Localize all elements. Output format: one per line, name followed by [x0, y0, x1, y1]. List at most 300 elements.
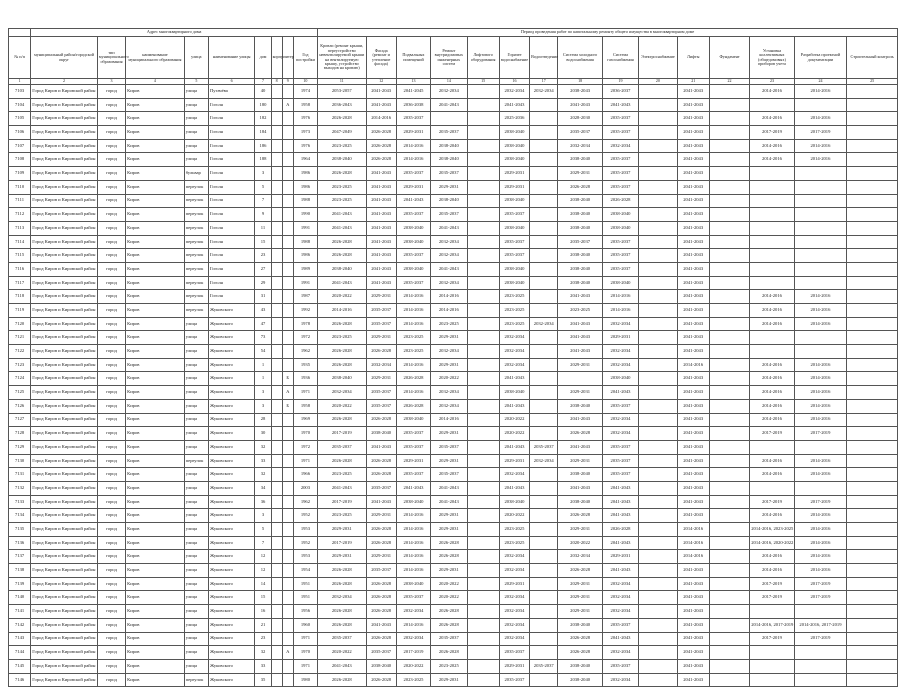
table-cell — [750, 167, 794, 181]
table-cell — [271, 317, 282, 331]
table-cell: Киров — [126, 153, 185, 167]
table-cell: Жуковского — [208, 304, 254, 318]
table-cell: Киров — [126, 249, 185, 263]
table-cell: 2029-2031 — [499, 180, 529, 194]
table-cell — [750, 481, 794, 495]
table-cell — [467, 276, 499, 290]
table-cell: 2038-2040 — [318, 372, 366, 386]
table-cell — [709, 262, 749, 276]
table-cell: 7115 — [9, 249, 31, 263]
table-row — [9, 564, 898, 578]
table-cell — [271, 249, 282, 263]
table-cell — [709, 646, 749, 660]
table-cell: 2032-2034 — [602, 673, 638, 687]
table-cell: 32 — [255, 468, 271, 482]
table-cell: 2041-2043 — [677, 167, 709, 181]
table-cell: 29 — [255, 276, 271, 290]
table-cell: Город Киров и Кировской район — [31, 481, 98, 495]
table-cell: 1991 — [293, 276, 317, 290]
table-cell — [271, 427, 282, 441]
table-row — [9, 139, 898, 153]
table-cell — [282, 536, 293, 550]
table-cell — [282, 550, 293, 564]
table-cell: 2041-2043 — [677, 632, 709, 646]
table-cell — [709, 454, 749, 468]
column-number: 2 — [31, 79, 98, 85]
table-cell: 2038-2040 — [499, 262, 529, 276]
table-cell: 7138 — [9, 564, 31, 578]
table-cell — [282, 427, 293, 441]
table-cell — [467, 454, 499, 468]
table-cell: 2014-2016 — [750, 413, 794, 427]
table-cell: город — [97, 331, 125, 345]
table-cell: 2041-2043 — [677, 577, 709, 591]
table-cell — [847, 249, 898, 263]
table-cell: 73 — [255, 331, 271, 345]
table-cell — [271, 112, 282, 126]
table-cell: Киров — [126, 605, 185, 619]
table-cell — [467, 194, 499, 208]
table-cell: Город Киров и Кировской район — [31, 523, 98, 537]
table-row — [9, 399, 898, 413]
table-cell: 2014-2016 — [750, 468, 794, 482]
table-cell: Киров — [126, 413, 185, 427]
table-cell — [530, 331, 558, 345]
group-periods-header: Период проведения работ по капитальному ремонту общего имущества в многоквартирном доме — [318, 29, 898, 37]
table-cell: 1960 — [293, 618, 317, 632]
table-cell: 2032-2034 — [602, 413, 638, 427]
table-cell — [467, 331, 499, 345]
table-cell: улица — [184, 440, 208, 454]
table-cell: Город Киров и Кировской район — [31, 112, 98, 126]
column-number: 23 — [750, 79, 794, 85]
table-cell — [282, 304, 293, 318]
table-cell: 12 — [255, 564, 271, 578]
table-cell — [794, 167, 847, 181]
table-cell — [750, 276, 794, 290]
table-cell: 7135 — [9, 523, 31, 537]
table-cell: 2029-2031 — [431, 331, 467, 345]
table-row — [9, 85, 898, 99]
table-cell: улица — [184, 536, 208, 550]
table-cell: Город Киров и Кировской район — [31, 98, 98, 112]
table-cell — [847, 413, 898, 427]
table-cell — [467, 85, 499, 99]
column-number: 1 — [9, 79, 31, 85]
table-cell: 2014-2016 — [794, 550, 847, 564]
table-cell: 2014-2016 — [794, 399, 847, 413]
table-cell — [271, 481, 282, 495]
table-cell: 2026-2028 — [396, 399, 430, 413]
column-header: Год постройки — [293, 37, 317, 79]
table-cell — [271, 386, 282, 400]
table-cell: 2038-2040 — [396, 235, 430, 249]
table-cell — [467, 262, 499, 276]
table-cell: 2026-2028 — [318, 577, 366, 591]
table-cell: 2029-2031 — [558, 591, 602, 605]
table-cell: улица — [184, 399, 208, 413]
table-cell: 2041-2043 — [499, 440, 529, 454]
table-cell: Киров — [126, 550, 185, 564]
table-cell: 2041-2043 — [602, 536, 638, 550]
table-cell: город — [97, 304, 125, 318]
table-cell: 2035-2037 — [499, 646, 529, 660]
table-cell: 7106 — [9, 126, 31, 140]
table-cell: 2017-2019 — [794, 495, 847, 509]
table-cell: 47 — [255, 317, 271, 331]
table-cell: 2041-2043 — [558, 331, 602, 345]
table-cell: 2038-2040 — [499, 276, 529, 290]
table-cell — [847, 358, 898, 372]
table-cell: 7112 — [9, 208, 31, 222]
table-cell — [750, 659, 794, 673]
table-cell: 2041-2043 — [431, 481, 467, 495]
table-cell: 2032-2034 — [602, 358, 638, 372]
table-cell — [467, 249, 499, 263]
table-cell: 23 — [255, 632, 271, 646]
table-cell: Город Киров и Кировской район — [31, 440, 98, 454]
table-cell: 2026-2028 — [558, 509, 602, 523]
table-cell: улица — [184, 153, 208, 167]
table-cell: 3 — [255, 509, 271, 523]
table-cell — [847, 454, 898, 468]
table-cell — [847, 399, 898, 413]
table-cell: Город Киров и Кировской район — [31, 413, 98, 427]
table-cell — [794, 646, 847, 660]
table-cell: 2026-2028 — [366, 345, 396, 359]
table-cell: 2014-2016 — [794, 139, 847, 153]
table-cell: 2026-2028 — [558, 427, 602, 441]
table-cell: Гоголя — [208, 180, 254, 194]
table-row — [9, 262, 898, 276]
table-cell: город — [97, 605, 125, 619]
column-header: Ремонт внутридомовых инженерных систем — [431, 37, 467, 79]
table-cell: 2017-2019 — [396, 646, 430, 660]
table-cell: 2035-2037 — [396, 249, 430, 263]
table-cell: 2032-2034 — [602, 591, 638, 605]
table-cell: 2032-2034 — [431, 386, 467, 400]
table-cell: 7134 — [9, 509, 31, 523]
table-cell: город — [97, 659, 125, 673]
table-row — [9, 509, 898, 523]
table-cell — [794, 331, 847, 345]
table-cell: 2029-2031 — [602, 550, 638, 564]
table-cell: 2038-2040 — [602, 372, 638, 386]
table-cell — [709, 304, 749, 318]
table-cell: 2038-2040 — [396, 221, 430, 235]
table-cell: 2026-2028 — [431, 605, 467, 619]
table-cell: 2029-2031 — [431, 564, 467, 578]
table-cell: 2038-2040 — [431, 153, 467, 167]
table-cell: 2026-2028 — [366, 523, 396, 537]
table-cell: Жуковского — [208, 427, 254, 441]
table-cell: Киров — [126, 659, 185, 673]
table-cell — [750, 646, 794, 660]
table-cell: 2041-2043 — [677, 468, 709, 482]
table-cell — [467, 481, 499, 495]
table-cell — [847, 208, 898, 222]
table-cell: 2038-2040 — [499, 153, 529, 167]
table-cell — [709, 468, 749, 482]
table-cell: 2041-2043 — [366, 221, 396, 235]
table-cell: 2032-2034 — [431, 345, 467, 359]
table-cell: 2014-2016 — [396, 509, 430, 523]
column-header: Лифты — [677, 37, 709, 79]
table-cell — [530, 632, 558, 646]
table-cell: 2038-2040 — [558, 399, 602, 413]
table-cell: 2014-2016 — [396, 317, 430, 331]
column-header: Разработка проектной документации — [794, 37, 847, 79]
table-cell: Киров — [126, 112, 185, 126]
table-cell — [467, 112, 499, 126]
table-cell — [271, 454, 282, 468]
table-cell: 2020-2022 — [318, 399, 366, 413]
table-cell: Город Киров и Кировской район — [31, 618, 98, 632]
table-cell: 2023-2025 — [558, 304, 602, 318]
table-cell: 7111 — [9, 194, 31, 208]
table-cell: 2041-2043 — [318, 659, 366, 673]
table-cell: 2038-2040 — [602, 208, 638, 222]
table-cell — [709, 605, 749, 619]
table-cell — [639, 331, 677, 345]
table-cell: переулок — [184, 454, 208, 468]
table-cell — [282, 345, 293, 359]
table-cell: 2014-2016 — [794, 112, 847, 126]
table-cell — [467, 646, 499, 660]
table-cell: 2029-2031 — [558, 386, 602, 400]
table-cell: 7105 — [9, 112, 31, 126]
table-cell — [639, 399, 677, 413]
group-address-header: Адрес многоквартирного дома — [31, 29, 318, 37]
table-cell: улица — [184, 139, 208, 153]
table-cell: 2041-2043 — [677, 208, 709, 222]
table-cell: 2041-2043 — [677, 345, 709, 359]
table-cell: Гоголя — [208, 139, 254, 153]
table-cell: город — [97, 468, 125, 482]
table-cell — [709, 564, 749, 578]
table-cell — [750, 221, 794, 235]
table-cell: 2041-2043 — [677, 564, 709, 578]
table-cell — [847, 180, 898, 194]
table-row — [9, 618, 898, 632]
column-number: 6 — [208, 79, 254, 85]
table-cell: Киров — [126, 98, 185, 112]
table-cell — [530, 550, 558, 564]
table-cell — [709, 317, 749, 331]
table-cell: 1956 — [293, 605, 317, 619]
table-cell: 1935 — [293, 358, 317, 372]
table-cell: Жуковского — [208, 399, 254, 413]
table-cell: 1971 — [293, 632, 317, 646]
table-cell: 2017-2019 — [794, 126, 847, 140]
column-number: 24 — [794, 79, 847, 85]
table-row — [9, 194, 898, 208]
table-cell: 2041-2043 — [677, 454, 709, 468]
table-cell: 2038-2040 — [499, 126, 529, 140]
table-cell — [709, 591, 749, 605]
table-cell: 2026-2028 — [431, 536, 467, 550]
table-cell — [639, 427, 677, 441]
table-cell — [639, 153, 677, 167]
table-cell: переулок — [184, 235, 208, 249]
table-cell: 2032-2034 — [318, 591, 366, 605]
table-cell — [282, 440, 293, 454]
table-cell: 2029-2031 — [558, 523, 602, 537]
table-cell: 2041-2043 — [366, 495, 396, 509]
table-cell: 2035-2037 — [602, 659, 638, 673]
table-cell: 2014-2016 — [396, 358, 430, 372]
table-cell: 7136 — [9, 536, 31, 550]
table-cell — [639, 290, 677, 304]
table-cell: Киров — [126, 577, 185, 591]
table-cell: 2014-2016 — [794, 317, 847, 331]
table-cell — [530, 276, 558, 290]
table-cell: переулок — [184, 673, 208, 687]
table-cell: 2014-2016 — [794, 85, 847, 99]
table-cell: город — [97, 536, 125, 550]
table-cell — [282, 290, 293, 304]
table-cell: 2038-2040 — [558, 673, 602, 687]
table-cell: 2035-2037 — [396, 440, 430, 454]
table-cell: Киров — [126, 372, 185, 386]
table-cell: 2014-2016 — [750, 550, 794, 564]
table-cell — [530, 495, 558, 509]
table-cell — [282, 262, 293, 276]
table-cell — [709, 550, 749, 564]
table-cell: Жуковского — [208, 632, 254, 646]
table-cell: Город Киров и Кировской район — [31, 235, 98, 249]
table-cell: 2023-2025 — [318, 139, 366, 153]
table-cell: 2014-2016 — [431, 304, 467, 318]
table-cell — [847, 98, 898, 112]
table-cell: 2041-2043 — [318, 276, 366, 290]
table-cell: 2017-2019 — [750, 126, 794, 140]
table-cell — [271, 523, 282, 537]
table-cell — [847, 440, 898, 454]
table-cell: 21 — [255, 618, 271, 632]
table-row — [9, 646, 898, 660]
table-cell: 2038-2040 — [396, 577, 430, 591]
table-cell: 5 — [255, 180, 271, 194]
table-cell: 2038-2040 — [431, 194, 467, 208]
table-cell — [467, 386, 499, 400]
table-cell: 1973 — [293, 126, 317, 140]
table-cell: город — [97, 413, 125, 427]
table-cell — [530, 399, 558, 413]
table-cell: 2041-2043 — [558, 413, 602, 427]
table-cell — [282, 126, 293, 140]
table-cell — [467, 536, 499, 550]
table-cell: 2041-2043 — [602, 495, 638, 509]
table-cell: 2014-2016 — [794, 509, 847, 523]
table-cell: 2026-2028 — [318, 564, 366, 578]
table-cell: 2035-2037 — [431, 468, 467, 482]
table-cell: Город Киров и Кировской район — [31, 290, 98, 304]
table-cell: 2014-2016, 2020-2022 — [750, 536, 794, 550]
table-cell — [709, 85, 749, 99]
table-cell — [750, 440, 794, 454]
table-cell: улица — [184, 481, 208, 495]
table-cell: 2014-2016 — [396, 153, 430, 167]
table-cell: 1986 — [293, 249, 317, 263]
table-cell — [847, 304, 898, 318]
table-cell — [847, 235, 898, 249]
table-cell: 2041-2043 — [366, 440, 396, 454]
table-cell: 2041-2043 — [499, 372, 529, 386]
table-cell — [639, 454, 677, 468]
table-cell — [467, 468, 499, 482]
table-cell — [639, 358, 677, 372]
table-cell: 2041-2043 — [677, 194, 709, 208]
table-cell — [847, 550, 898, 564]
table-cell: 2003 — [293, 481, 317, 495]
table-cell: 2026-2028 — [396, 372, 430, 386]
table-cell: 2035-2037 — [602, 126, 638, 140]
table-cell: Город Киров и Кировской район — [31, 262, 98, 276]
column-header: Система газоснабжения — [602, 37, 638, 79]
table-cell — [750, 673, 794, 687]
table-cell — [794, 249, 847, 263]
table-cell — [709, 208, 749, 222]
table-cell: Гоголя — [208, 221, 254, 235]
table-cell — [271, 605, 282, 619]
table-cell: 2014-2016 — [750, 509, 794, 523]
table-cell: 2038-2040 — [499, 386, 529, 400]
table-cell: 2014-2016 — [794, 413, 847, 427]
table-cell: 1954 — [293, 564, 317, 578]
column-header: Горячее водоснабжение — [499, 37, 529, 79]
table-cell: 7104 — [9, 98, 31, 112]
table-cell: 2023-2025 — [396, 331, 430, 345]
table-cell: Гоголя — [208, 194, 254, 208]
table-cell — [639, 317, 677, 331]
table-cell: Жуковского — [208, 413, 254, 427]
table-cell — [750, 194, 794, 208]
table-cell: переулок — [184, 262, 208, 276]
table-cell: 2017-2019 — [750, 577, 794, 591]
table-cell: город — [97, 194, 125, 208]
table-cell: Киров — [126, 235, 185, 249]
table-cell: 1992 — [293, 304, 317, 318]
table-cell: 2041-2043 — [366, 208, 396, 222]
table-cell — [847, 646, 898, 660]
table-row — [9, 523, 898, 537]
table-cell: 2014-2016 — [794, 523, 847, 537]
column-number: 25 — [847, 79, 898, 85]
table-cell — [794, 481, 847, 495]
table-cell: улица — [184, 112, 208, 126]
table-cell — [709, 427, 749, 441]
table-cell: 1964 — [293, 153, 317, 167]
table-cell: 1991 — [293, 221, 317, 235]
table-cell — [794, 276, 847, 290]
table-cell — [530, 413, 558, 427]
table-cell: 2041-2043 — [677, 276, 709, 290]
table-cell — [750, 235, 794, 249]
table-cell — [271, 413, 282, 427]
column-number: 12 — [366, 79, 396, 85]
table-cell — [530, 98, 558, 112]
table-cell — [709, 221, 749, 235]
table-cell — [709, 386, 749, 400]
table-cell — [467, 221, 499, 235]
table-cell: город — [97, 98, 125, 112]
table-cell: 2035-2037 — [499, 208, 529, 222]
table-cell: 2035-2037 — [318, 440, 366, 454]
table-cell: 2017-2019 — [794, 427, 847, 441]
table-cell — [271, 358, 282, 372]
table-cell — [467, 358, 499, 372]
